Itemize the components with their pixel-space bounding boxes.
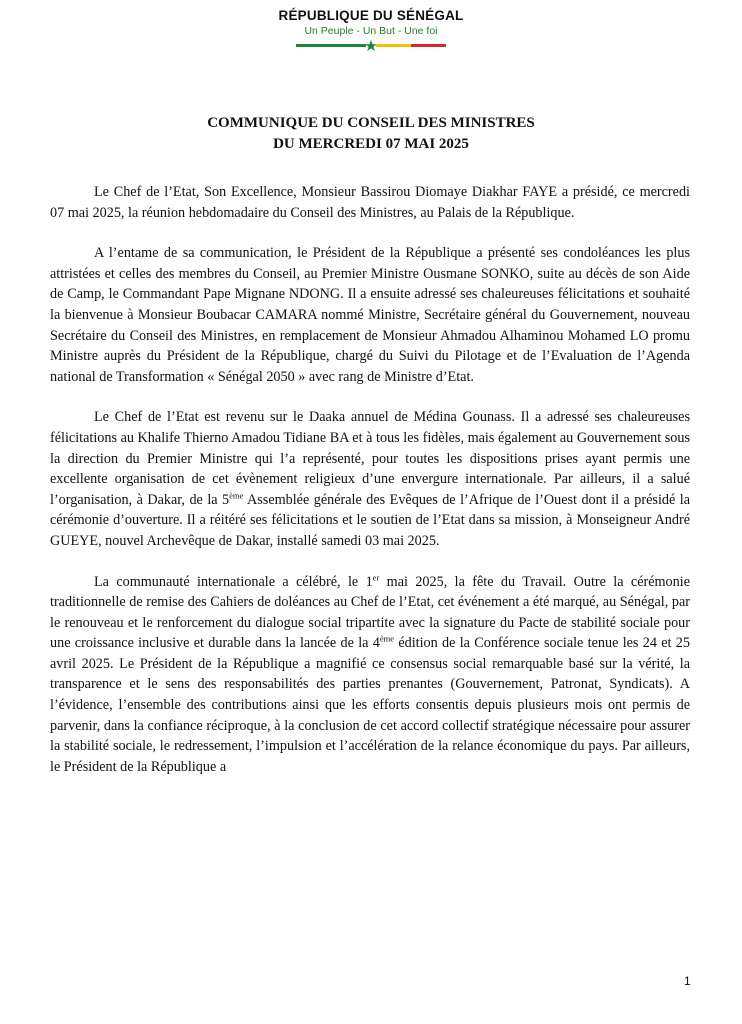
national-motto: Un Peuple - Un But - Une foi [304, 25, 438, 37]
ordinal-suffix: er [372, 571, 380, 582]
page-number: 1 [684, 974, 691, 988]
ordinal-suffix: ème [379, 633, 395, 644]
communique-body [50, 182, 690, 797]
paragraph-4-text-c: édition de la Conférence sociale tenue les 24 et 25 avril 2025. Le Président de la République a magnifié ce consensus social remarquable basé sur la vérité, la transparence et le sens des responsabilités des parties prenantes (Gouvernement, Patronat, Syndicats). A l’évidence, l’ensemble des contributions ainsi que les efforts consentis depuis plusieurs mois ont permis de parvenir, dans la confiance réciproque, à la conclusion de cet accord collectif stratégique nécessaire pour assurer la stabilité sociale, le redressement, l’impulsion et l’accélération de la relance économique du pays. Par ailleurs, le Président de la République a [50, 635, 690, 775]
paragraph-1: Le Chef de l’Etat, Son Excellence, Monsieur Bassirou Diomaye Diakhar FAYE a présidé, ce mercredi 07 mai 2025, la réunion hebdomadaire du Conseil des Ministres, au Palais de la République. [50, 184, 690, 221]
paragraph-4-text-b: mai 2025, la fête du Travail. Outre la cérémonie traditionnelle de remise des Cahiers de doléances au Chef de l’Etat, cet événement a été marqué, au Sénégal, par le renouveau et le renforcement du dialogue social tripartite avec la signature du Pacte de stabilité sociale pour une croissance inclusive et durable dans la lancée de la 4 [50, 573, 690, 652]
flag-stripe-icon [296, 40, 446, 52]
paragraph-3-text-b: Assemblée générale des Evêques de l’Afrique de l’Ouest dont il a présidé la cérémonie d’ouverture. Il a réitéré ses félicitations et le soutien de l’Etat dans sa mission, à Monseigneur André GUEYE, nouvel Archevêque de Dakar, installé samedi 03 mai 2025. [50, 491, 690, 549]
letterhead [0, 8, 742, 52]
paragraph-4-text-a: La communauté internationale a célébré, le 1 [94, 573, 373, 590]
ordinal-suffix: ème [229, 489, 244, 500]
country-name: RÉPUBLIQUE DU SÉNÉGAL [278, 8, 464, 23]
title-line-2: DU MERCREDI 07 MAI 2025 [273, 136, 469, 152]
paragraph-3 [50, 407, 690, 551]
paragraph-4 [50, 572, 690, 778]
communique-title [0, 113, 742, 155]
paragraph-2: A l’entame de sa communication, le Président de la République a présenté ses condoléances les plus attristées et celles des membres du Conseil, au Premier Ministre Ousmane SONKO, suite au décès de son Aide de Camp, le Commandant Pape Mignane NDONG. Il a ensuite adressé ses chaleureuses félicitations et souhaité la bienvenue à Monsieur Boubacar CAMARA nommé Ministre, Secrétaire général du Gouvernement, nouveau Secrétaire du Conseil des Ministres, en remplacement de Monsieur Ahmadou Alhaminou Mohamed LO promu Ministre auprès du Président de la République, chargé du Suivi du Pilotage et de l’Evaluation de l’Agenda national de Transformation « Sénégal 2050 » avec rang de Ministre d’Etat. [50, 245, 690, 385]
paragraph-3-text-a: Le Chef de l’Etat est revenu sur le Daaka annuel de Médina Gounass. Il a adressé ses chaleureuses félicitations au Khalife Thierno Amadou Tidiane BA et à tous les fidèles, mais également au Gouvernement sous la direction du Premier Ministre qui l’a représenté, pour toutes les dispositions prises ayant permis une excellente organisation de cet évènement religieux d’une envergure internationale. Par ailleurs, il a salué l’organisation, à Dakar, de la 5 [50, 409, 690, 508]
title-line-1: COMMUNIQUE DU CONSEIL DES MINISTRES [207, 115, 535, 131]
